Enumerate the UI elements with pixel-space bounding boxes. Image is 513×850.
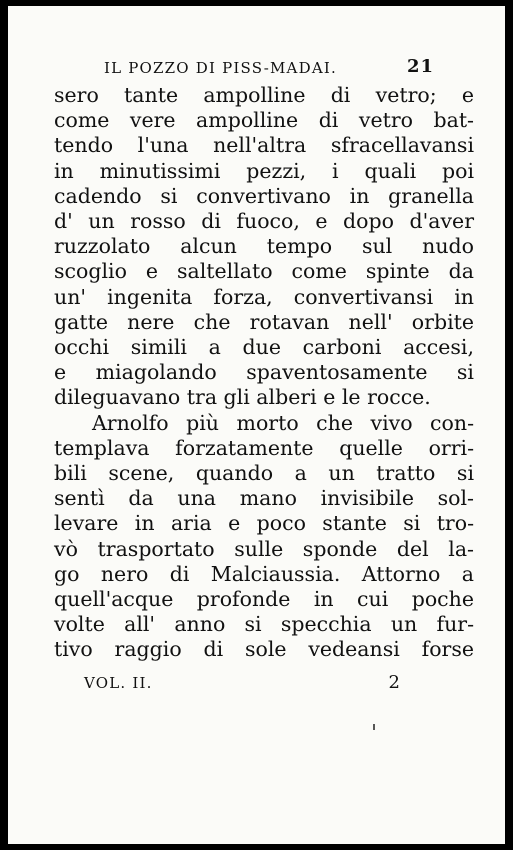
text-line: d' un rosso di fuoco, e dopo d'aver xyxy=(54,209,474,234)
text-line: occhi simili a due carboni accesi, xyxy=(54,335,474,360)
text-line: e miagolando spaventosamente si xyxy=(54,360,474,385)
text-line: in minutissimi pezzi, i quali poi xyxy=(54,158,474,183)
text-line: un' ingenita forza, convertivansi in xyxy=(54,284,474,309)
text-line: gatte nere che rotavan nell' orbite xyxy=(54,309,474,334)
book-page xyxy=(8,6,505,844)
text-line: dileguavano tra gli alberi e le rocce. xyxy=(54,385,431,410)
text-line: vò trasportato sulle sponde del la- xyxy=(54,536,474,561)
text-line: levare in aria e poco stante si tro- xyxy=(54,511,474,536)
page-number: 21 xyxy=(406,56,434,77)
text-line: scoglio e saltellato come spinte da xyxy=(54,259,474,284)
signature-mark: 2 xyxy=(388,672,400,693)
text-line: templava forzatamente quelle orri- xyxy=(54,435,474,460)
ink-speck xyxy=(373,724,375,730)
text-line: quell'acque profonde in cui poche xyxy=(54,587,474,612)
text-line: cadendo si convertivano in granella xyxy=(54,183,474,208)
text-line: volte all' anno si specchia un fur- xyxy=(54,612,474,637)
text-line: come vere ampolline di vetro bat- xyxy=(54,108,474,133)
paragraph-first-line: Arnolfo più morto che vivo con- xyxy=(92,410,474,435)
body-text xyxy=(54,83,474,663)
page-header xyxy=(104,56,434,80)
text-line: sentì da una mano invisibile sol- xyxy=(54,486,474,511)
text-line: sero tante ampolline di vetro; e xyxy=(54,83,474,107)
text-line: go nero di Malciaussia. Attorno a xyxy=(54,561,474,586)
volume-label: VOL. II. xyxy=(84,674,153,692)
text-line: tivo raggio di sole vedeansi forse xyxy=(54,637,474,662)
text-line: bili scene, quando a un tratto si xyxy=(54,461,474,486)
running-title: IL POZZO DI PISS-MADAI. xyxy=(104,59,337,77)
text-line: tendo l'una nell'altra sfracellavansi xyxy=(54,133,474,158)
page-footer xyxy=(84,672,404,696)
text-line: ruzzolato alcun tempo sul nudo xyxy=(54,234,474,259)
